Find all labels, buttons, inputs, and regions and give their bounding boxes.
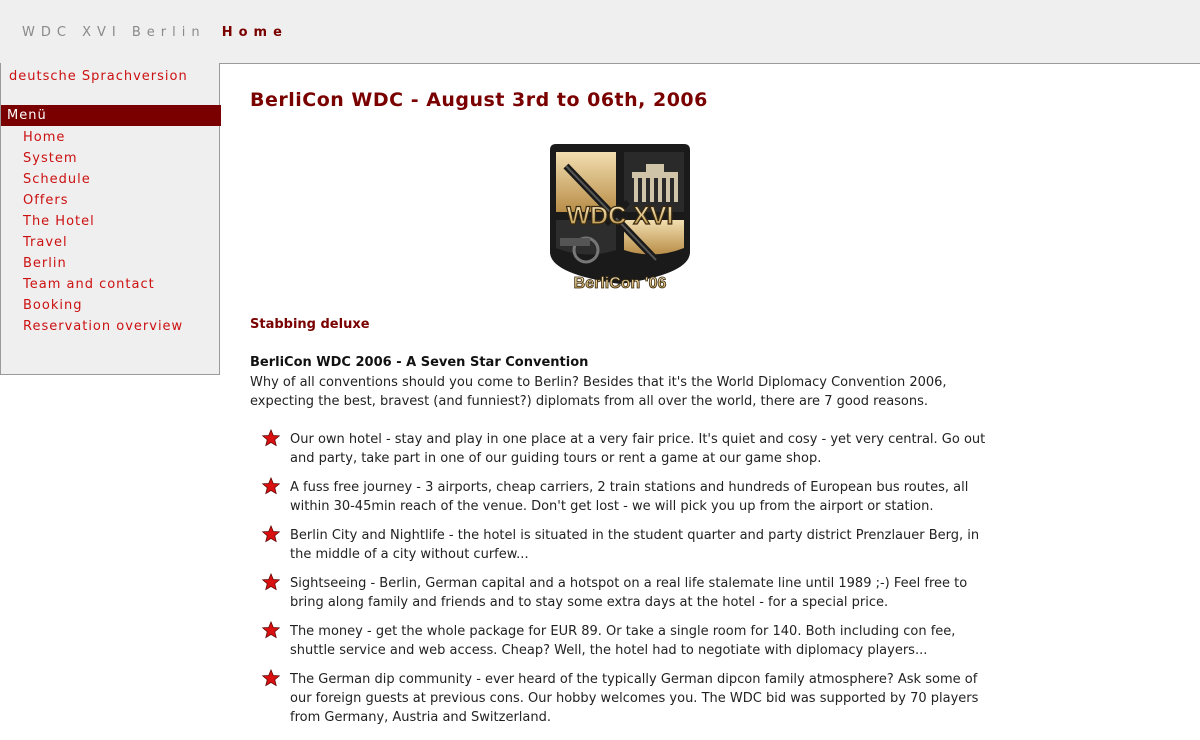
tagline-heading: Stabbing deluxe: [250, 317, 370, 332]
menu-link-offers[interactable]: Offers: [23, 193, 69, 208]
page-title: BerliCon WDC - August 3rd to 06th, 2006: [250, 89, 708, 111]
menu-item-offers: [23, 192, 183, 213]
reason-text: The German dip community - ever heard of the typically German dipcon family atmosphere? Ask some of our foreign guests at previous cons. Our hobby welcomes you. The WDC bid was supported by 70 players from Germany, Austria and Switzerland.: [290, 672, 979, 725]
red-star-icon: [262, 429, 280, 447]
reason-item: [262, 574, 990, 612]
reason-text: Berlin City and Nightlife - the hotel is situated in the student quarter and party district Prenzlauer Berg, in the middle of a city without curfew...: [290, 528, 980, 562]
menu-header: Menü: [1, 105, 221, 126]
red-star-icon: [262, 621, 280, 639]
sidebar: [0, 63, 220, 375]
menu-link-team[interactable]: Team and contact: [23, 277, 155, 292]
reason-text: The money - get the whole package for EUR 89. Or take a single room for 140. Both including con fee, shuttle service and web access. Cheap? Well, the hotel had to negotiate with diplomacy players...: [290, 624, 956, 658]
menu-link-home[interactable]: Home: [23, 130, 66, 145]
menu-link-berlin[interactable]: Berlin: [23, 256, 67, 271]
menu-item-reservation: [23, 318, 183, 339]
top-bar: [0, 0, 1200, 64]
seven-star-heading: BerliCon WDC 2006 - A Seven Star Convention: [250, 355, 589, 370]
menu-item-schedule: [23, 171, 183, 192]
menu-item-system: [23, 150, 183, 171]
menu-item-berlin: [23, 255, 183, 276]
reason-text: A fuss free journey - 3 airports, cheap carriers, 2 train stations and hundreds of European bus routes, all within 30-45min reach of the venue. Don't get lost - we will pick you up from the airport or station.: [290, 480, 969, 514]
wdc-logo: [546, 142, 694, 292]
menu-link-travel[interactable]: Travel: [23, 235, 68, 250]
reason-item: [262, 622, 990, 660]
menu-item-hotel: [23, 213, 183, 234]
logo-subtitle-text: BerliCon '06: [573, 275, 667, 292]
menu-link-hotel[interactable]: The Hotel: [23, 214, 95, 229]
reasons-list: [262, 430, 990, 737]
breadcrumb-current: Home: [221, 25, 288, 40]
breadcrumb-site: WDC XVI Berlin: [22, 25, 206, 40]
reason-item: [262, 430, 990, 468]
intro-paragraph: Why of all conventions should you come to Berlin? Besides that it's the World Diplomacy Convention 2006, expecting the best, bravest (and funniest?) diplomats from all over the world, there are 7 good reasons.: [250, 375, 947, 409]
menu-link-reservation[interactable]: Reservation overview: [23, 319, 184, 334]
logo-title-text: WDC XVI: [566, 202, 674, 230]
red-star-icon: [262, 573, 280, 591]
menu-link-schedule[interactable]: Schedule: [23, 172, 91, 187]
menu-item-travel: [23, 234, 183, 255]
breadcrumb: [22, 25, 288, 40]
red-star-icon: [262, 477, 280, 495]
reason-text: Sightseeing - Berlin, German capital and a hotspot on a real life stalemate line until 1989 ;-) Feel free to bring along family and friends and to stay some extra days at the hotel - for a special price.: [290, 576, 968, 610]
menu-link-booking[interactable]: Booking: [23, 298, 83, 313]
menu-list: [23, 129, 183, 339]
reason-item: [262, 670, 990, 727]
menu-item-booking: [23, 297, 183, 318]
reason-item: [262, 478, 990, 516]
menu-item-team: [23, 276, 183, 297]
menu-item-home: [23, 129, 183, 150]
reason-item: [262, 526, 990, 564]
german-version-link[interactable]: deutsche Sprachversion: [9, 69, 188, 84]
menu-link-system[interactable]: System: [23, 151, 78, 166]
red-star-icon: [262, 525, 280, 543]
reason-text: Our own hotel - stay and play in one place at a very fair price. It's quiet and cosy - yet very central. Go out and party, take part in one of our guiding tours or rent a game at our game shop.: [290, 432, 986, 466]
red-star-icon: [262, 669, 280, 687]
main-content: [250, 80, 990, 725]
